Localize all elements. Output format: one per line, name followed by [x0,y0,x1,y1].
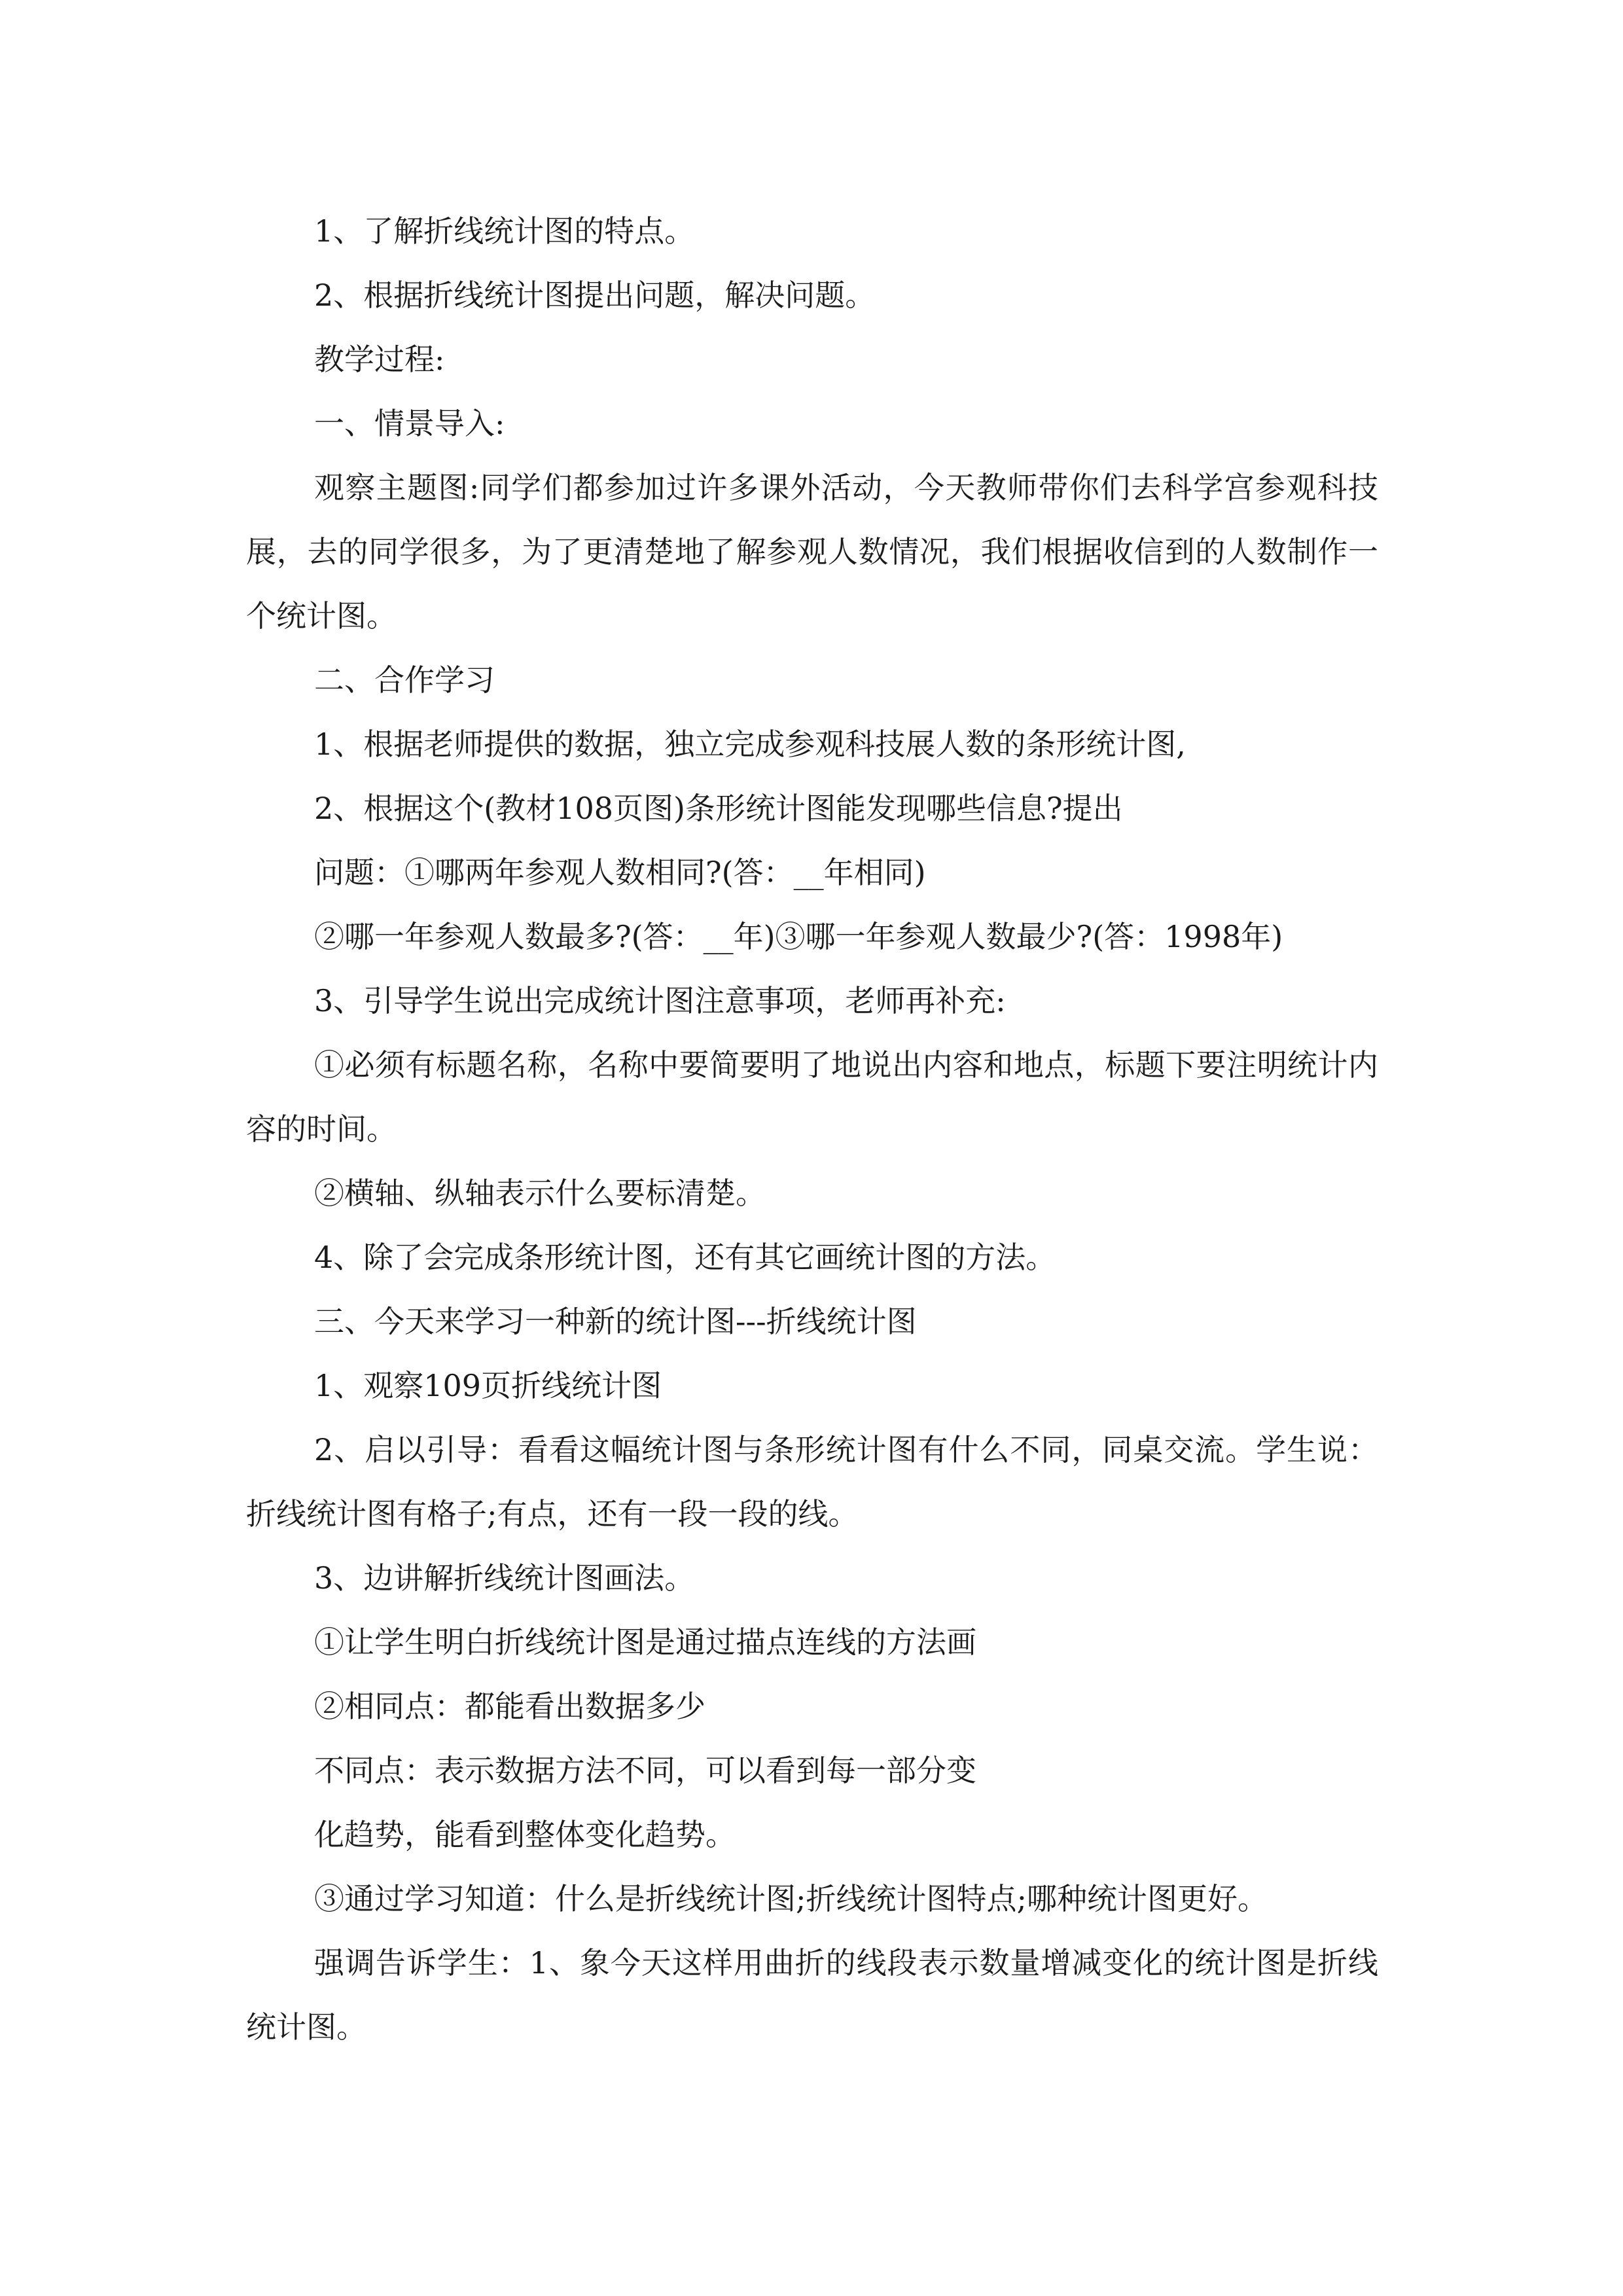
section-heading: 二、合作学习 [314,662,495,698]
paragraph: 4、除了会完成条形统计图，还有其它画统计图的方法。 [314,1240,1056,1275]
paragraph: ②相同点：都能看出数据多少 [314,1689,705,1724]
paragraph: 1、根据老师提供的数据，独立完成参观科技展人数的条形统计图, [314,726,1186,762]
document-body [246,199,1378,2059]
paragraph: 不同点：表示数据方法不同，可以看到每一部分变 [314,1753,976,1788]
paragraph: ①必须有标题名称，名称中要简要明了地说出内容和地点，标题下要注明统计内容的时间。 [246,1047,1378,1147]
paragraph: 观察主题图:同学们都参加过许多课外活动，今天教师带你们去科学宫参观科技展，去的同学很多，为了更清楚地了解参观人数情况，我们根据收信到的人数制作一个统计图。 [246,470,1378,634]
paragraph: 教学过程: [314,342,445,377]
paragraph: ③通过学习知道：什么是折线统计图;折线统计图特点;哪种统计图更好。 [314,1881,1268,1916]
paragraph: 问题：①哪两年参观人数相同?(答：__年相同) [314,855,926,890]
paragraph: 2、根据折线统计图提出问题，解决问题。 [314,278,876,313]
paragraph: 2、启以引导：看看这幅统计图与条形统计图有什么不同，同桌交流。学生说：折线统计图有格子;有点，还有一段一段的线。 [246,1432,1378,1532]
paragraph: 1、了解折线统计图的特点。 [314,213,695,249]
paragraph: 强调告诉学生：1、象今天这样用曲折的线段表示数量增减变化的统计图是折线统计图。 [246,1945,1378,2045]
paragraph: ②哪一年参观人数最多?(答：__年)③哪一年参观人数最少?(答：1998年) [314,919,1283,954]
paragraph: ①让学生明白折线统计图是通过描点连线的方法画 [314,1624,976,1660]
paragraph: 2、根据这个(教材108页图)条形统计图能发现哪些信息?提出 [314,791,1123,826]
paragraph: 1、观察109页折线统计图 [314,1368,662,1403]
paragraph: 化趋势，能看到整体变化趋势。 [314,1817,736,1852]
paragraph: 3、引导学生说出完成统计图注意事项，老师再补充: [314,983,1006,1018]
section-heading: 一、情景导入: [314,406,505,441]
section-heading: 三、今天来学习一种新的统计图---折线统计图 [314,1304,917,1339]
paragraph: ②横轴、纵轴表示什么要标清楚。 [314,1175,766,1211]
paragraph: 3、边讲解折线统计图画法。 [314,1560,695,1596]
